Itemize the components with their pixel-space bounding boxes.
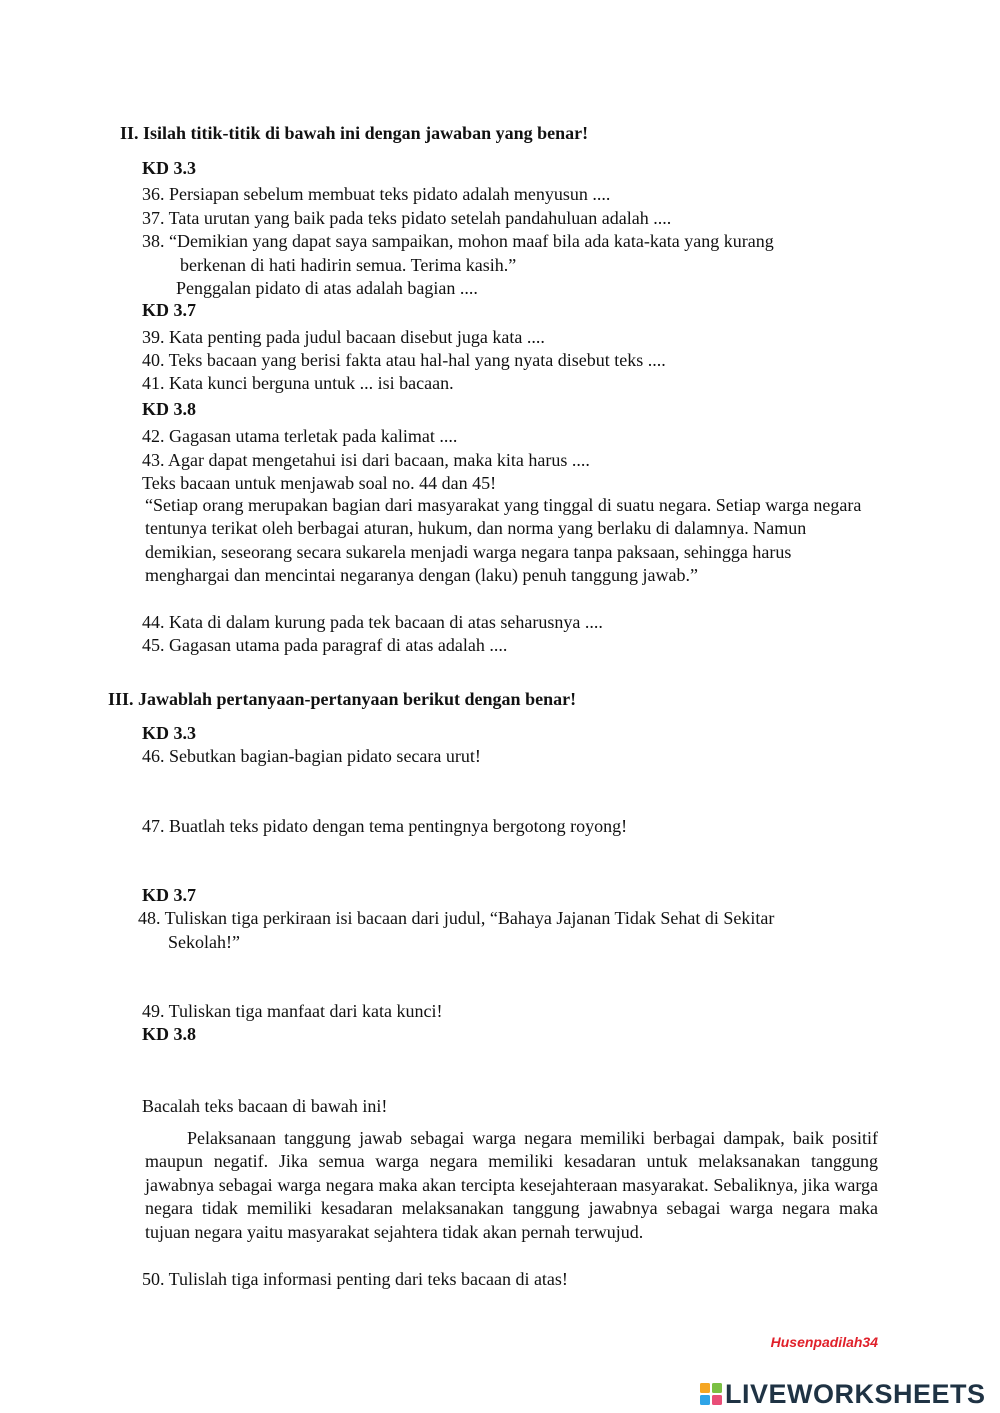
reading-passage-50-text: Pelaksanaan tanggung jawab sebagai warga negara memiliki berbagai dampak, baik positif maupun negatif. Jika semua warga negara memiliki kesadaran untuk melaksanakan tanggung jawabnya sebagai warga negara maka akan tercipta kesejahteraan masyarakat. Sebaliknya, jika warga negara tidak memiliki kesadaran melaksanakan tanggung jawabnya sebagai warga negara maka tujuan negara yaitu masyarakat sejahtera tidak akan pernah terwujud. xyxy=(145,1128,878,1242)
question-48-line-1: 48. Tuliskan tiga perkiraan isi bacaan dari judul, “Bahaya Jajanan Tidak Sehat di Sekitar xyxy=(138,908,775,928)
question-39: 39. Kata penting pada judul bacaan disebut juga kata .... xyxy=(142,327,545,347)
reading-intro-50: Bacalah teks bacaan di bawah ini! xyxy=(142,1096,388,1116)
brand-name: LIVEWORKSHEETS xyxy=(725,1379,986,1409)
liveworksheets-logo-icon xyxy=(700,1383,722,1405)
question-38-line-3: Penggalan pidato di atas adalah bagian .... xyxy=(176,278,478,298)
kd-3-7-label: KD 3.7 xyxy=(142,300,196,320)
kd-3-3-label: KD 3.3 xyxy=(142,158,196,178)
question-43: 43. Agar dapat mengetahui isi dari bacaan, maka kita harus .... xyxy=(142,450,590,470)
reading-passage-text: “Setiap orang merupakan bagian dari masyarakat yang tinggal di suatu negara. Setiap warga negara tentunya terikat oleh berbagai aturan, hukum, dan norma yang berlaku di dalamnya. Namun demikian, seseorang secara sukarela menjadi warga negara tanpa paksaan, sehingga harus menghargai dan mencintai negaranya dengan (laku) penuh tanggung jawab.” xyxy=(145,495,862,586)
question-36: 36. Persiapan sebelum membuat teks pidato adalah menyusun .... xyxy=(142,184,611,204)
question-46: 46. Sebutkan bagian-bagian pidato secara urut! xyxy=(142,746,481,766)
question-44: 44. Kata di dalam kurung pada tek bacaan di atas seharusnya .... xyxy=(142,612,603,632)
question-45: 45. Gagasan utama pada paragraf di atas adalah .... xyxy=(142,635,508,655)
kd-3-8-label-2: KD 3.8 xyxy=(142,1024,196,1044)
question-41: 41. Kata kunci berguna untuk ... isi bacaan. xyxy=(142,373,454,393)
question-40: 40. Teks bacaan yang berisi fakta atau hal-hal yang nyata disebut teks .... xyxy=(142,350,666,370)
question-50: 50. Tulislah tiga informasi penting dari teks bacaan di atas! xyxy=(142,1269,568,1289)
reading-passage-44-45 xyxy=(145,494,878,588)
kd-3-7-label-2: KD 3.7 xyxy=(142,885,196,905)
question-38-line-2: berkenan di hati hadirin semua. Terima kasih.” xyxy=(180,255,517,275)
question-48-line-2: Sekolah!” xyxy=(168,932,240,952)
section-3-heading: III. Jawablah pertanyaan-pertanyaan berikut dengan benar! xyxy=(108,689,577,709)
question-38-line-1: 38. “Demikian yang dapat saya sampaikan, mohon maaf bila ada kata-kata yang kurang xyxy=(142,231,774,251)
question-42: 42. Gagasan utama terletak pada kalimat .... xyxy=(142,426,458,446)
author-credit: Husenpadilah34 xyxy=(770,1334,878,1350)
reading-passage-50 xyxy=(145,1127,878,1244)
section-2-heading: II. Isilah titik-titik di bawah ini dengan jawaban yang benar! xyxy=(120,123,589,143)
liveworksheets-brand xyxy=(700,1378,986,1410)
kd-3-8-label: KD 3.8 xyxy=(142,399,196,419)
question-47: 47. Buatlah teks pidato dengan tema pentingnya bergotong royong! xyxy=(142,816,628,836)
kd-3-3-label-2: KD 3.3 xyxy=(142,723,196,743)
reading-intro-44-45: Teks bacaan untuk menjawab soal no. 44 dan 45! xyxy=(142,473,497,493)
question-37: 37. Tata urutan yang baik pada teks pidato setelah pandahuluan adalah .... xyxy=(142,208,672,228)
question-49: 49. Tuliskan tiga manfaat dari kata kunci! xyxy=(142,1001,443,1021)
